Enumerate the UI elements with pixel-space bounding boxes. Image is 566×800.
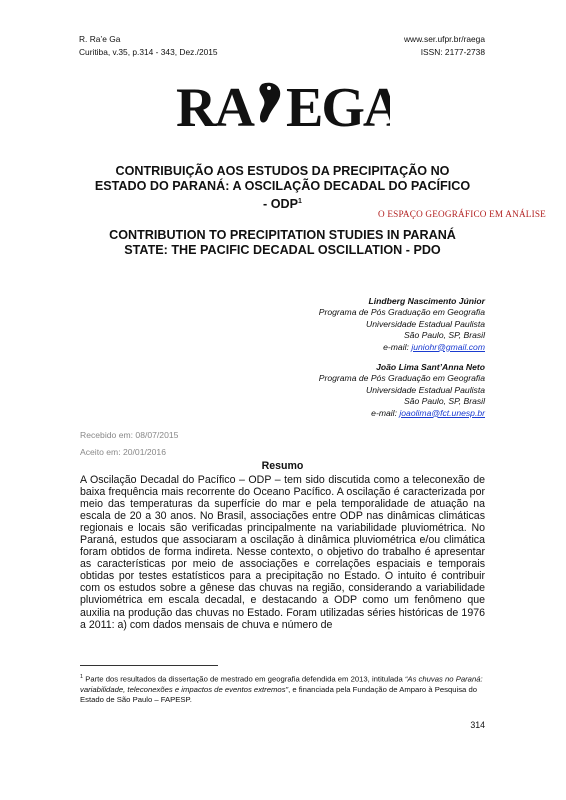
footnote-divider: [80, 665, 218, 666]
raega-wordmark: [176, 78, 390, 130]
author-name: João Lima Sant’Anna Neto: [376, 362, 485, 372]
footnote-number: 1: [80, 674, 84, 680]
abstract-heading: Resumo: [261, 460, 304, 472]
abstract-text: A Oscilação Decadal do Pacífico – ODP – tem sido discutida como a teleconexão de baixa frequência mais recorrente do Oceano Pacífico. A oscilação é caracterizada por meio das temperaturas da superfície do mar e pela temporalidade de atuação na escala de 20 a 30 anos. No Brasil, associações entre ODP nas dinâmicas climáticas regionais e locais são verificadas principalmente na variabilidade pluviométrica. No Paraná, estudos que associaram a oscilação à dinâmica pluviométrica e/ou climática foram obtidos de forma indireta. Nesse contexto, o objetivo do trabalho é apresentar as características por meio de associações e correlações espaciais e temporais obtidas por testes estatísticos para a precipitação no Estado. O intuito é contribuir com os estudos sobre a gênese das chuvas na região, considerando a variabilidade pluviométrica em escala decadal, e destacando a ODP como um fenômeno que auxilia na produção das chuvas no Estado. Foram utilizadas séries históricas de 1976 a 2011: a) com dados mensais de chuva e número de: [80, 474, 485, 631]
journal-header-left: [79, 33, 218, 59]
author-location: São Paulo, SP, Brasil: [403, 396, 485, 407]
received-date: Recebido em: 08/07/2015: [80, 430, 179, 440]
footnote: $^1$ Parte dos resultados da dissertação de mestrado em geografia defendida em 2013, intitulada “As chuvas no Paraná: variabilidade, teleconexões e impactos de eventos extremos”, e financiada pela Fundação de Amparo à Pesquisa do Estado de São Paulo – FAPESP.: [80, 674, 483, 705]
accepted-date: Aceito em: 20/01/2016: [80, 447, 166, 457]
author-program: Programa de Pós Graduação em Geografia: [318, 373, 485, 384]
footnote-mark[interactable]: 1: [298, 198, 302, 205]
author-email-line: e-mail: joaolima@fct.unesp.br: [371, 407, 485, 418]
title-portuguese: CONTRIBUIÇÃO AOS ESTUDOS DA PRECIPITAÇÃO NO ESTADO DO PARANÁ: A OSCILAÇÃO DECADAL DO PACÍFICO - ODP$^1$: [94, 164, 471, 212]
journal-url[interactable]: www.ser.ufpr.br/raega: [404, 34, 485, 44]
journal-name: R. Ra’e Ga: [79, 34, 121, 44]
author-name: Lindberg Nascimento Júnior: [368, 296, 485, 306]
title-english: CONTRIBUTION TO PRECIPITATION STUDIES IN PARANÁ STATE: THE PACIFIC DECADAL OSCILLATION - PDO: [109, 228, 456, 257]
author-email-line: e-mail: juniohr@gmail.com: [383, 341, 485, 352]
author-email-link[interactable]: joaolima@fct.unesp.br: [399, 407, 485, 418]
author-university: Universidade Estadual Paulista: [366, 384, 485, 395]
author-location: São Paulo, SP, Brasil: [403, 330, 485, 341]
author-university: Universidade Estadual Paulista: [366, 318, 485, 329]
journal-citation: Curitiba, v.35, p.314 - 343, Dez./2015: [79, 47, 218, 57]
svg-text:RA: RA: [176, 78, 253, 130]
page-number: 314: [470, 720, 485, 730]
logo-tagline: O ESPAÇO GEOGRÁFICO EM ANÁLISE: [378, 209, 546, 219]
author-block: [319, 296, 485, 353]
svg-text:EGA: EGA: [286, 78, 390, 130]
map-glyph-icon: [259, 83, 280, 123]
author-block: [319, 362, 485, 419]
submission-dates: [80, 427, 178, 461]
footnote-title: “As chuvas no Paraná: variabilidade, teleconexões e impactos de eventos extremos”: [80, 674, 483, 694]
author-email-link[interactable]: juniohr@gmail.com: [411, 341, 485, 352]
journal-issn: ISSN: 2177-2738: [420, 47, 485, 57]
journal-header-right: [404, 33, 485, 59]
author-program: Programa de Pós Graduação em Geografia: [318, 307, 485, 318]
